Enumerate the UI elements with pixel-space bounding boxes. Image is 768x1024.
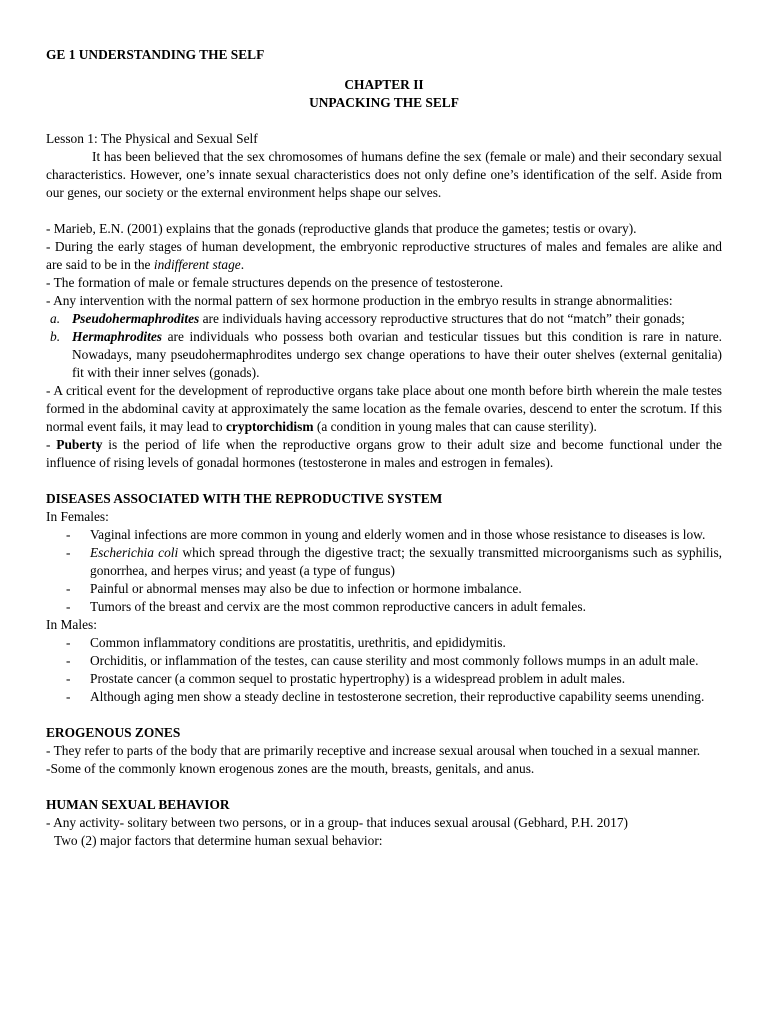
dash-marker: - <box>66 671 71 686</box>
paragraph-behavior-definition: - Any activity- solitary between two persons, or in a group- that induces sexual arousal (Gebhard, P.H. 2017) <box>46 815 628 830</box>
paragraph-puberty <box>46 436 722 472</box>
paragraph-erogenous-examples: -Some of the commonly known erogenous zones are the mouth, breasts, genitals, and anus. <box>46 761 535 776</box>
dash-marker: - <box>66 581 71 596</box>
term-cryptorchidism: cryptorchidism <box>225 419 314 434</box>
text-run: - <box>46 437 57 452</box>
spacer <box>46 706 722 724</box>
text-run: Orchiditis, or inflammation of the testes, can cause sterility and most commonly follows mumps in an adult male. <box>90 653 699 668</box>
list-marker: b. <box>50 329 61 344</box>
paragraph-marieb: - Marieb, E.N. (2001) explains that the gonads (reproductive glands that produce the gametes; testis or ovary). <box>46 221 637 236</box>
course-title: GE 1 UNDERSTANDING THE SELF <box>46 47 265 62</box>
list-item <box>46 328 722 382</box>
chapter-number: CHAPTER II <box>344 77 424 92</box>
term-puberty: Puberty <box>56 437 103 452</box>
list-item <box>46 652 722 670</box>
list-marker: a. <box>50 311 61 326</box>
spacer <box>46 202 722 220</box>
paragraph-formation: - The formation of male or female structures depends on the presence of testosterone. <box>46 275 504 290</box>
text-run: Prostate cancer (a common sequel to prostatic hypertrophy) is a widespread problem in adult males. <box>90 671 626 686</box>
paragraph-early-stages <box>46 238 722 274</box>
section-heading-diseases: DISEASES ASSOCIATED WITH THE REPRODUCTIVE SYSTEM <box>46 491 443 506</box>
dash-marker: - <box>66 599 71 614</box>
list-item <box>46 544 722 580</box>
males-list <box>46 634 722 706</box>
section-heading-behavior: HUMAN SEXUAL BEHAVIOR <box>46 797 230 812</box>
abnormalities-list <box>46 310 722 382</box>
text-run: . <box>240 257 245 272</box>
dash-marker: - <box>66 653 71 668</box>
section-heading-erogenous: EROGENOUS ZONES <box>46 725 181 740</box>
males-label: In Males: <box>46 617 97 632</box>
text-run: are individuals having accessory reproductive structures that do not “match” their gonads; <box>199 311 685 326</box>
chapter-title: UNPACKING THE SELF <box>309 95 459 110</box>
dash-marker: - <box>66 527 71 542</box>
term-pseudohermaphrodites: Pseudohermaphrodites <box>72 311 200 326</box>
text-run: - A critical event for the development of reproductive organs take place about one month before birth wherein the male testes formed in the abdominal cavity at approximately the same location as the female ovaries, descend to enter the scrotum. If this normal event fails, it may lead to <box>46 383 722 434</box>
paragraph-intervention: - Any intervention with the normal pattern of sex hormone production in the embryo results in strange abnormalities: <box>46 293 673 308</box>
dash-marker: - <box>66 689 71 704</box>
females-list <box>46 526 722 616</box>
text-run: Vaginal infections are more common in young and elderly women and in those whose resistance to diseases is low. <box>90 527 706 542</box>
text-run: are individuals who possess both ovarian and testicular tissues but this condition is rare in nature. Nowadays, many pseudohermaphrodites undergo sex change operations to have their outer shelves (external genitalia) fit with their inner selves (gonads). <box>72 329 722 380</box>
text-run: (a condition in young males that can cause sterility). <box>313 419 597 434</box>
spacer <box>46 472 722 490</box>
paragraph-critical-event <box>46 382 722 436</box>
lesson-intro: It has been believed that the sex chromosomes of humans define the sex (female or male) and their secondary sexual characteristics. However, one’s innate sexual characteristics does not only define one’s identification of the self. Aside from our genes, our society or the external environment helps shape our selves. <box>46 149 722 200</box>
list-item <box>46 310 722 328</box>
dash-marker: - <box>66 635 71 650</box>
spacer <box>46 778 722 796</box>
lesson-title: Lesson 1: The Physical and Sexual Self <box>46 131 258 146</box>
list-item <box>46 670 722 688</box>
paragraph-behavior-factors: Two (2) major factors that determine human sexual behavior: <box>54 833 383 848</box>
paragraph-erogenous-definition: - They refer to parts of the body that are primarily receptive and increase sexual arousal when touched in a sexual manner. <box>46 743 701 758</box>
term-indifferent-stage: indifferent stage <box>153 257 241 272</box>
text-run: Although aging men show a steady decline in testosterone secretion, their reproductive capability seems unending. <box>90 689 705 704</box>
text-run: Common inflammatory conditions are prostatitis, urethritis, and epididymitis. <box>90 635 506 650</box>
list-item <box>46 526 722 544</box>
text-run: is the period of life when the reproductive organs grow to their adult size and become functional under the influence of rising levels of gonadal hormones (testosterone in males and estrogen in females). <box>46 437 723 470</box>
dash-marker: - <box>66 545 71 560</box>
list-item <box>46 580 722 598</box>
list-item <box>46 634 722 652</box>
females-label: In Females: <box>46 509 109 524</box>
text-run: Painful or abnormal menses may also be due to infection or hormone imbalance. <box>90 581 522 596</box>
term-escherichia-coli: Escherichia coli <box>90 545 179 560</box>
list-item <box>46 688 722 706</box>
text-run: which spread through the digestive tract; the sexually transmitted microorganisms such as syphilis, gonorrhea, and herpes virus; and yeast (a type of fungus) <box>90 545 722 578</box>
term-hermaphrodites: Hermaphrodites <box>72 329 163 344</box>
text-run: Tumors of the breast and cervix are the most common reproductive cancers in adult females. <box>90 599 586 614</box>
list-item <box>46 598 722 616</box>
text-run: - During the early stages of human development, the embryonic reproductive structures of males and females are alike and are said to be in the <box>46 239 722 272</box>
